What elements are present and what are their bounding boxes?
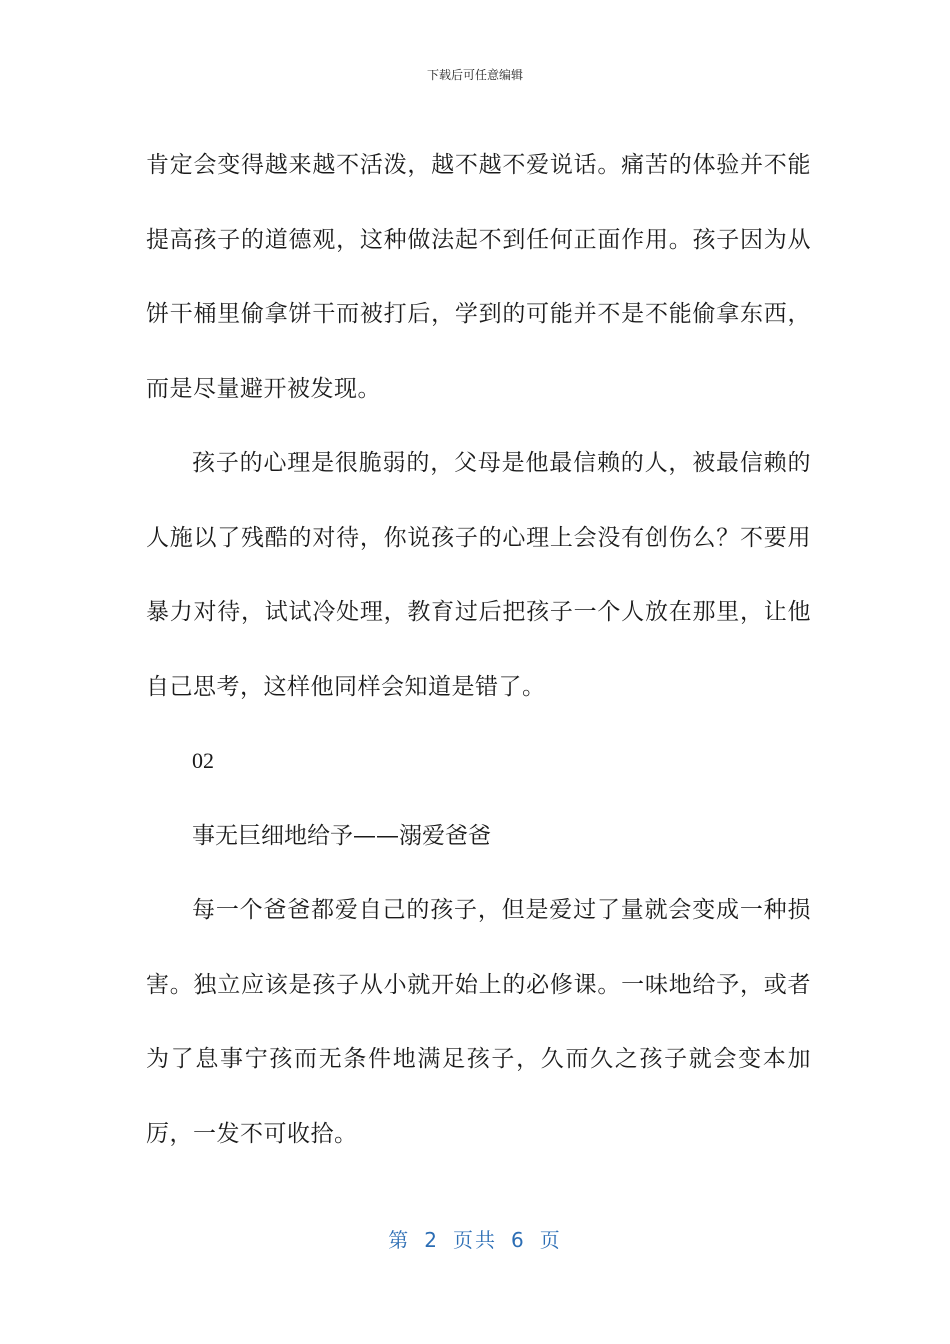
paragraph-2: 孩子的心理是很脆弱的，父母是他最信赖的人，被最信赖的人施以了残酷的对待，你说孩子的心理上会没有创伤么？不要用暴力对待，试试冷处理，教育过后把孩子一个人放在那里，让他自己思考，这样他同样会知道是错了。 [146, 450, 811, 700]
section-title: 事无巨细地给予——溺爱爸爸 [192, 822, 491, 849]
section-number: 02 [192, 748, 214, 773]
footer-page-label: 第 [388, 1228, 411, 1252]
page-header: 下载后可任意编辑 [426, 68, 523, 82]
footer-of-label: 页共 [453, 1228, 497, 1252]
footer-total-pages: 6 [511, 1228, 526, 1252]
page-footer [0, 1224, 950, 1253]
document-body [146, 128, 811, 1171]
paragraph-1: 肯定会变得越来越不活泼，越不越不爱说话。痛苦的体验并不能提高孩子的道德观，这种做法起不到任何正面作用。孩子因为从饼干桶里偷拿饼干而被打后，学到的可能并不是不能偷拿东西，而是尽量避开被发现。 [146, 152, 811, 402]
paragraph-3: 每一个爸爸都爱自己的孩子，但是爱过了量就会变成一种损害。独立应该是孩子从小就开始上的必修课。一味地给予，或者为了息事宁孩而无条件地满足孩子，久而久之孩子就会变本加厉，一发不可收拾。 [146, 897, 811, 1147]
footer-end-label: 页 [539, 1228, 562, 1252]
footer-current-page: 2 [424, 1228, 439, 1252]
